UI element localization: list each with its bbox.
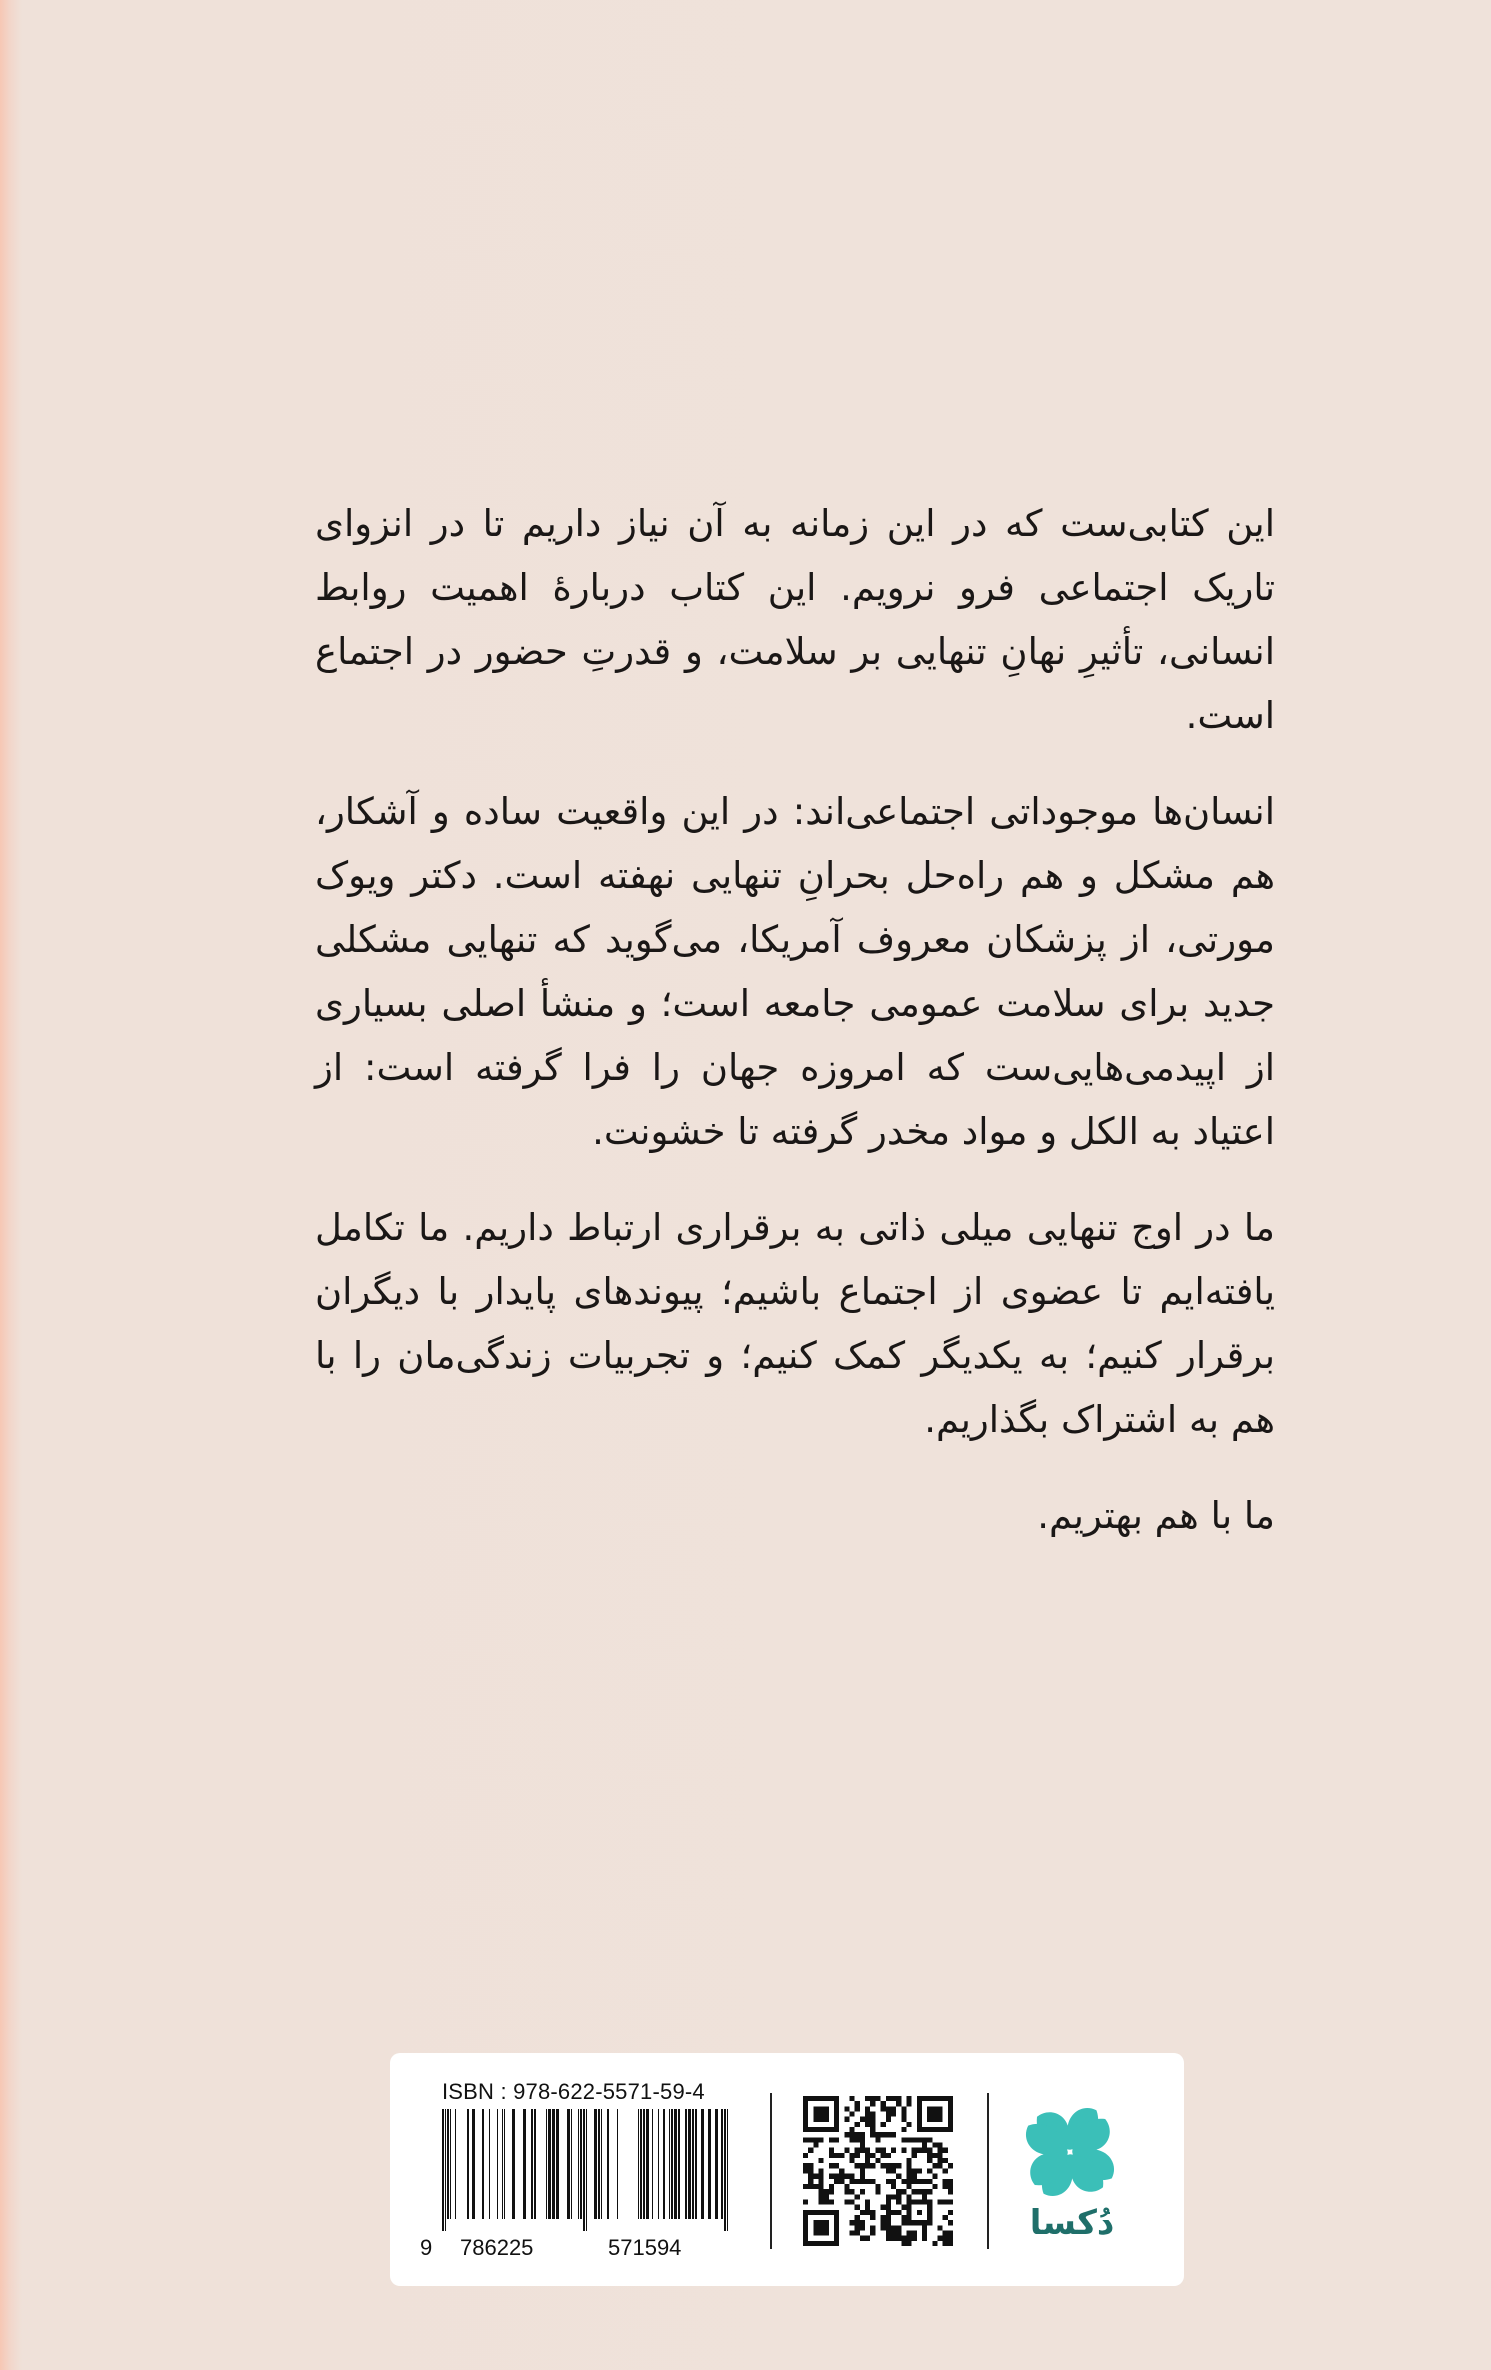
barcode-digits-right: 571594 bbox=[608, 2235, 682, 2260]
publisher-name: دُکسا bbox=[1029, 2203, 1115, 2243]
blurb-paragraph-4: ما با هم بهتریم. bbox=[1037, 1494, 1275, 1537]
barcode-icon bbox=[442, 2109, 728, 2231]
blurb-paragraph-3: ما در اوج تنهایی میلی ذاتی به برقراری ارتباط داریم. ما تکامل یافته‌ایم تا عضوی از اجتماع باشیم؛ پیوندهای پایدار با دیگران برقرار کنیم؛ به یکدیگر کمک کنیم؛ و تجربیات زندگی‌مان را با هم به اشتراک بگذاریم. bbox=[315, 1206, 1275, 1441]
blurb-text bbox=[315, 492, 1275, 1548]
qr-code-icon bbox=[803, 2096, 953, 2246]
label-divider-left bbox=[770, 2093, 772, 2249]
isbn-number: ISBN : 978-622-5571-59-4 bbox=[442, 2079, 705, 2104]
label-divider-right bbox=[987, 2093, 989, 2249]
blurb-paragraph-1: این کتابی‌ست که در این زمانه به آن نیاز داریم تا در انزوای تاریک اجتماعی فرو نرویم. این کتاب دربارهٔ اهمیت روابط انسانی، تأثیرِ نهانِ تنهایی بر سلامت، و قدرتِ حضور در اجتماع است. bbox=[315, 502, 1275, 737]
publisher-flower-logo-icon bbox=[1015, 2097, 1125, 2207]
barcode-digit-first: 9 bbox=[420, 2235, 433, 2260]
barcode-digits-left: 786225 bbox=[460, 2235, 534, 2260]
blurb-paragraph-2: انسان‌ها موجوداتی اجتماعی‌اند: در این واقعیت ساده و آشکار، هم مشکل و هم راه‌حل بحرانِ تنهایی نهفته است. دکتر ویوک مورتی، از پزشکان معروف آمریکا، می‌گوید که تنهایی مشکلی جدید برای سلامت عمومی جامعه است؛ و منشأ اصلی بسیاری از اپیدمی‌هایی‌ست که امروزه جهان را فرا گرفته است: از اعتیاد به الکل و مواد مخدر گرفته تا خشونت. bbox=[315, 790, 1275, 1153]
isbn-label bbox=[390, 2053, 1184, 2286]
